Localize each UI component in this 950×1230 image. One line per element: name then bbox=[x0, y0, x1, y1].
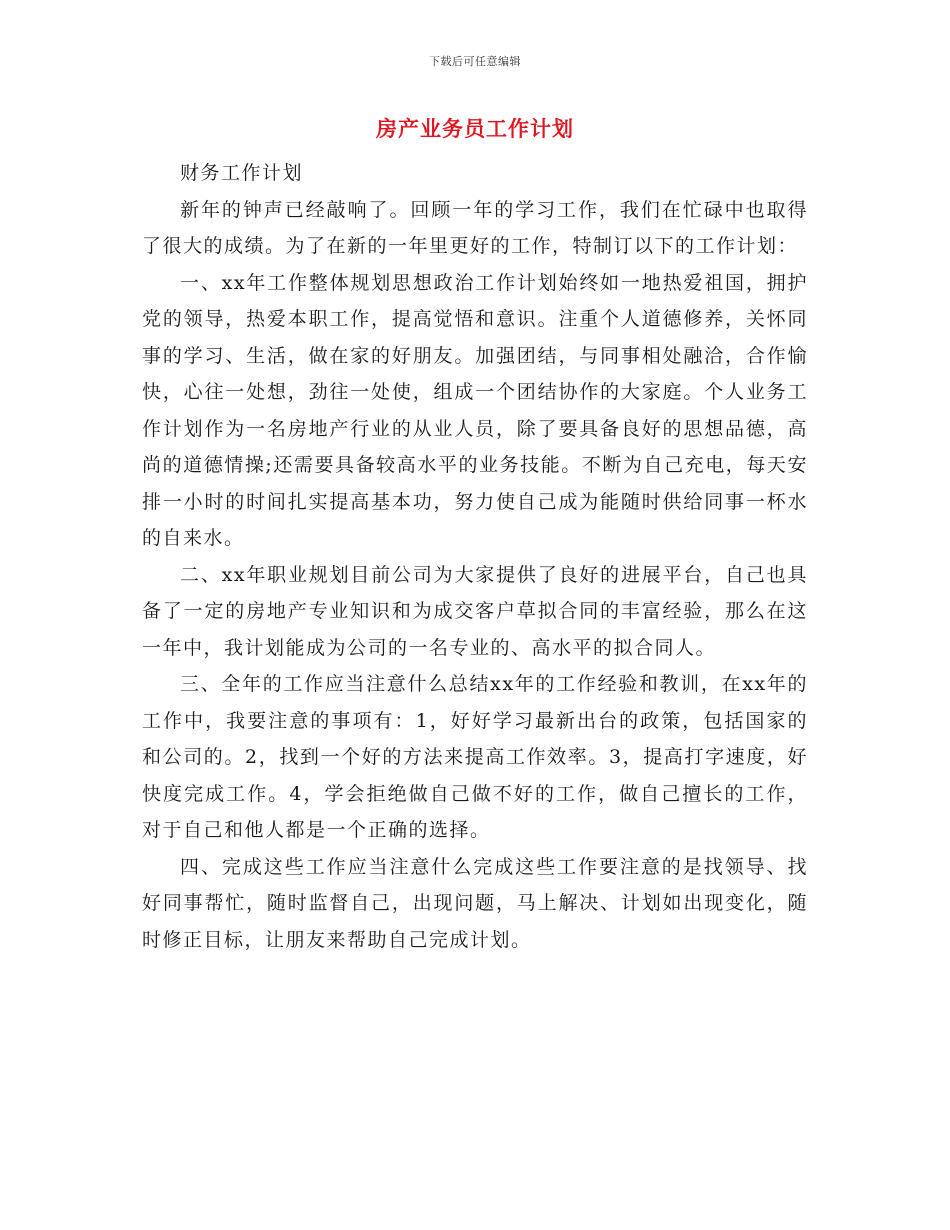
document-title: 房产业务员工作计划 bbox=[376, 116, 574, 141]
section-heading: 财务工作计划 bbox=[180, 162, 304, 184]
paragraph-section-1: 一、xx年工作整体规划思想政治工作计划始终如一地热爱祖国，拥护党的领导，热爱本职工作，提高觉悟和意识。注重个人道德修养，关怀同事的学习、生活，做在家的好朋友。加强团结，与同事相处融洽，合作愉快，心往一处想，劲往一处使，组成一个团结协作的大家庭。个人业务工作计划作为一名房地产行业的从业人员，除了要具备良好的思想品德，高尚的道德情操;还需要具备较高水平的业务技能。不断为自己充电，每天安排一小时的时间扎实提高基本功，努力使自己成为能随时供给同事一杯水的自来水。 bbox=[142, 271, 808, 549]
paragraph-section-3: 三、全年的工作应当注意什么总结xx年的工作经验和教训，在xx年的工作中，我要注意的事项有：1，好好学习最新出台的政策，包括国家的和公司的。2，找到一个好的方法来提高工作效率。3，提高打字速度，好快度完成工作。4，学会拒绝做自己做不好的工作，做自己擅长的工作，对于自己和他人都是一个正确的选择。 bbox=[142, 673, 808, 841]
paragraph-section-4: 四、完成这些工作应当注意什么完成这些工作要注意的是找领导、找好同事帮忙，随时监督自己，出现问题，马上解决、计划如出现变化，随时修正目标，让朋友来帮助自己完成计划。 bbox=[142, 855, 808, 951]
paragraph-intro: 新年的钟声已经敲响了。回顾一年的学习工作，我们在忙碌中也取得了很大的成绩。为了在新的一年里更好的工作，特制订以下的工作计划： bbox=[142, 198, 808, 257]
header-note: 下载后可任意编辑 bbox=[429, 55, 521, 68]
paragraph-section-2: 二、xx年职业规划目前公司为大家提供了良好的进展平台，自己也具备了一定的房地产专业知识和为成交客户草拟合同的丰富经验，那么在这一年中，我计划能成为公司的一名专业的、高水平的拟合同人。 bbox=[142, 563, 808, 659]
document-body bbox=[142, 155, 808, 958]
